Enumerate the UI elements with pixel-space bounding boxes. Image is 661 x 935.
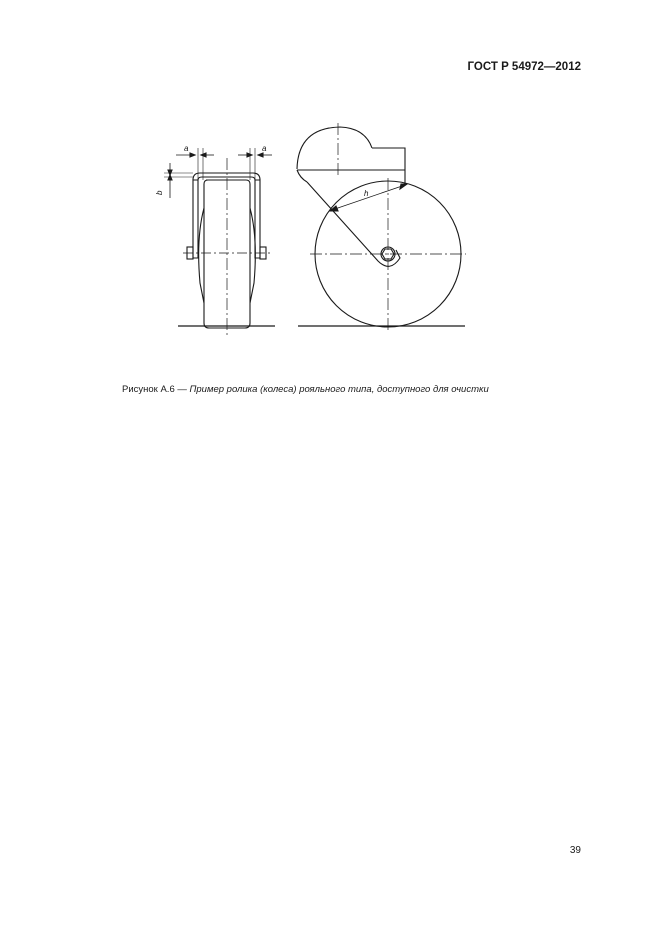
caster-drawing xyxy=(150,118,480,343)
caption-prefix: Рисунок А.6 — xyxy=(122,384,190,395)
dimension-b: b xyxy=(155,190,164,195)
dimension-h: h xyxy=(364,189,369,198)
caption-title: Пример ролика (колеса) рояльного типа, доступного для очистки xyxy=(189,384,489,395)
side-view xyxy=(297,123,466,333)
technical-drawing xyxy=(150,118,480,343)
dimension-a-left: a xyxy=(184,144,189,153)
front-view xyxy=(164,148,275,338)
figure-caption xyxy=(122,384,489,395)
standard-id: ГОСТ Р 54972—2012 xyxy=(467,61,581,73)
page-number: 39 xyxy=(569,845,581,856)
dimension-a-right: a xyxy=(262,144,267,153)
document-header xyxy=(468,61,581,73)
